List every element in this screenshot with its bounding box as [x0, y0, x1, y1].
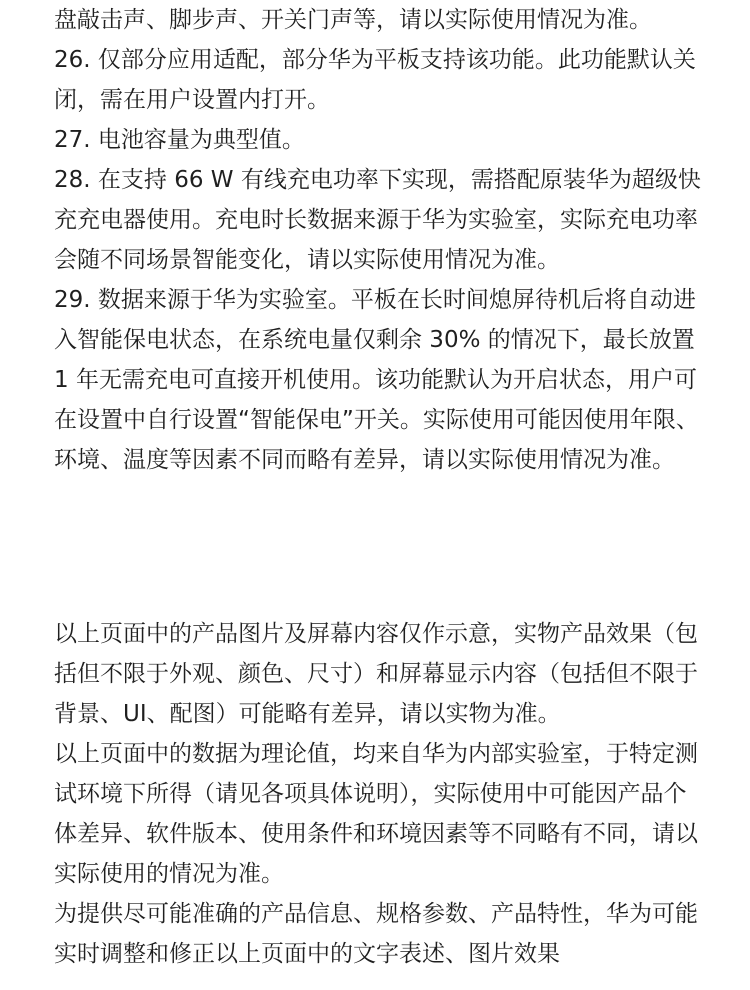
footnote-26: 26. 仅部分应用适配，部分华为平板支持该功能。此功能默认关闭，需在用户设置内打开。: [54, 47, 696, 113]
disclaimer-accuracy: 为提供尽可能准确的产品信息、规格参数、产品特性，华为可能实时调整和修正以上页面中的文字表述、图片效果: [54, 901, 698, 967]
footnotes-section: [54, 0, 704, 480]
footnote-29: 29. 数据来源于华为实验室。平板在长时间熄屏待机后将自动进入智能保电状态，在系统电量仅剩余 30% 的情况下，最长放置 1 年无需充电可直接开机使用。该功能默认为开启状态，用户可在设置中自行设置“智能保电”开关。实际使用可能因使用年限、环境、温度等因素不同而略有差异，请以实际使用情况为准。: [54, 287, 699, 473]
footnote-25-continued: 盘敲击声、脚步声、开关门声等，请以实际使用情况为准。: [54, 7, 652, 33]
footnote-27: 27. 电池容量为典型值。: [54, 127, 305, 153]
footnote-28: 28. 在支持 66 W 有线充电功率下实现，需搭配原装华为超级快充充电器使用。充电时长数据来源于华为实验室，实际充电功率会随不同场景智能变化，请以实际使用情况为准。: [54, 167, 701, 273]
disclaimer-images: 以上页面中的产品图片及屏幕内容仅作示意，实物产品效果（包括但不限于外观、颜色、尺寸）和屏幕显示内容（包括但不限于背景、UI、配图）可能略有差异，请以实物为准。: [54, 621, 698, 727]
disclaimer-section: [54, 614, 704, 974]
disclaimer-data: 以上页面中的数据为理论值，均来自华为内部实验室，于特定测试环境下所得（请见各项具体说明），实际使用中可能因产品个体差异、软件版本、使用条件和环境因素等不同略有不同，请以实际使用的情况为准。: [54, 741, 698, 887]
